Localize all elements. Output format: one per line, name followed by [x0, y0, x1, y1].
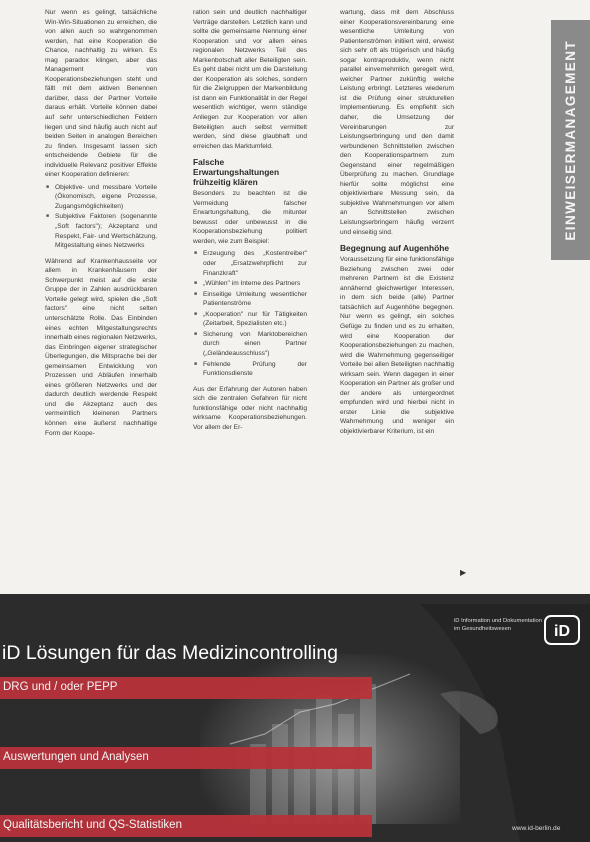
ad-item-auswertungen[interactable] — [0, 747, 372, 769]
list-item: ■ Fehlende Prüfung der Funktionsdienste — [203, 360, 307, 379]
list-item: ■ „Wühlen" im Interne des Partners — [203, 279, 307, 289]
paragraph: Aus der Erfahrung der Autoren haben sich die zentralen Gefahren für nicht funktionsfähige oder nicht nachhaltig wirksame Kooperationsbeziehungen. Vor allem der Er- — [193, 385, 307, 431]
paragraph: Voraussetzung für eine funktionsfähige Beziehung zwischen zwei oder mehreren Partnern ist die Existenz annähernd gleichwertiger Interessen, in dem sich beide (alle) Partner tatsächlich auf Augenhöhe begegnen. Nur wenn es gelingt, ein solches Gefüge zu finden und es zu erhalten, wird eine Kooperation der Kooperationsbeziehungen zu machen, wird die Wahrnehmung gegenseitiger Vorteile bei allen Beteiligten nachhaltig wirksam sein. Wenn dagegen in einer Kooperation ein Partner als großer und der andere als untergeordnet empfunden wird und hierbei nicht in erster Linie die subjektive Wahrnehmung und weniger ein objektivierbarer Kriterium, ist ein — [340, 256, 454, 435]
section-tab-label: EINWEISERMANAGEMENT — [563, 39, 578, 241]
list-item: ■ Einseitige Umleitung wesentlicher Patientenströme — [203, 290, 307, 309]
paragraph: Besonders zu beachten ist die Vermeidung falscher Erwartungshaltung, die mitunter bewusst oder unbewusst in die Kooperationsbeziehung politiert werden, wie zum Beispiel: — [193, 190, 307, 245]
ad-item-label: DRG und / oder PEPP — [3, 681, 118, 693]
ad-item-label: Qualitätsbericht und QS-Statistiken — [3, 819, 182, 831]
advertisement-banner[interactable] — [0, 594, 590, 842]
paragraph: Während auf Krankenhausseite vor allem in Krankenhäusern der Schwerpunkt meist auf die erste Gruppe der in Zahlen ausdrückbaren Vorteile gelegt wird, spielen die „Soft factors" eine nicht selten unterschätzte Rolle. Das Einbinden eines echten Mitgestaltungsrechts innerhalb eines regionalen Netzwerks, das Einbringen eigener strategischer Überlegungen, die Mitsprache bei der gemeinsamen Entwicklung von Prozessen und Abläufen innerhalb eines größeren Netzwerks und der dadurch deutlich werdende Respekt und die Akzeptanz auch des vermeintlich kleineren Partners können eine äußerst nachhaltige Form der Koope- — [45, 257, 157, 437]
paragraph: wartung, dass mit dem Abschluss einer Kooperationsvereinbarung eine wesentliche Umleitung von Patientenströmen initiiert wird, erweist sich sehr oft als trügerisch und häufig sogar kontraproduktiv, wenn nicht parallel einvernehmlich geregelt wird, welcher Partner zukünftig welche Leistung erbringt. Letzteres wiederum ist die Prüfung einer strukturellen Implementierung. Es empfiehlt sich daher, die Umsetzung der Vereinbarungen zur Leistungserbringung und den damit verbundenen Schnittstellen zwischen den Kooperationspartnern zum Gegenstand einer regelmäßigen Überprüfung zu machen. Grundlage hierfür sollte möglichst eine objektivierbare Messung sein, da subjektive Wahrnehmungen vor allem an Schnittstellen zwischen Leistungserbringern häufig verzerrt und einseitig sind. — [340, 9, 454, 236]
id-logo-icon — [544, 615, 580, 645]
list-item: ■ Sicherung von Marktobereichen durch einen Partner („Geländeausschluss") — [203, 330, 307, 359]
list-item: ■ „Kooperation" nur für Tätigkeiten (Zeitarbeit, Spezialisten etc.) — [203, 310, 307, 329]
paragraph: Nur wenn es gelingt, tatsächliche Win-Win-Situationen zu erreichen, die von allen auch so wahrgenommen werden, hat eine Kooperation die Chance, nachhaltig zu wirken. Es mag paradox klingen, aber das Management von Kooperationsbeziehungen steht und fällt mit dem aktiven Benennen darüber, dass der Partner Vorteile daraus erhält. Vorteile können dabei auf sehr unterschiedlichen Feldern liegen und sind häufig auch nicht auf beiden Seiten in analogen Bereichen zu finden. Insgesamt lassen sich entscheidende Gebiete für die individuelle Relevanz positiver Effekte einer Kooperation definieren: — [45, 9, 157, 179]
paragraph: ration sein und deutlich nachhaltiger Verträge darstellen. Letztlich kann und sollte die gemeinsame Nennung einer Kooperation und vor allem eines regionalen Netzwerks Teil des Markenbotschaft aller Beteiligten sein. Es geht dabei nicht um die Darstellung der Kooperation als solches, sondern für die Zielgruppen der Markenbildung ist dann ein Funktionalität in der Regel wesentlich wichtiger, wenn ständige Anliegen zur Kooperation vor allen Beteiligten auch selbst vermittelt werden, sind diese glaubhaft und erreichen das Marktumfeld. — [193, 9, 307, 150]
company-url[interactable]: www.id-berlin.de — [512, 825, 561, 832]
ad-item-qualitaetsbericht[interactable] — [0, 815, 372, 837]
article-column-2 — [193, 8, 307, 435]
continue-arrow-icon: ▶ — [460, 568, 467, 577]
ad-headline: iD Lösungen für das Medizincontrolling — [2, 642, 339, 664]
company-description: iD Information und Dokumentation im Gesundheitswesen — [454, 618, 542, 632]
list-item: ■ Objektive- und messbare Vorteile (Ökonomisch, eigene Prozesse, Zugangsmöglichkeiten) — [55, 183, 157, 212]
bullet-list — [193, 249, 307, 378]
bullet-list — [45, 183, 157, 251]
article-column-3 — [340, 8, 454, 440]
article-column-1 — [45, 8, 157, 441]
ad-item-label: Auswertungen und Analysen — [3, 751, 149, 763]
list-item: ■ Erzeugung des „Kostentreiber" oder „Ersatzwehrpflicht zur Finanzkraft" — [203, 249, 307, 278]
list-item: ■ Subjektive Faktoren (sogenannte „Soft factors"); Akzeptanz und Respekt, Fair- und Wertschätzung, Mitgestaltung eines Netzwerks — [55, 212, 157, 250]
svg-text:iD: iD — [554, 623, 570, 640]
section-side-tab — [551, 20, 590, 260]
section-heading: Falsche Erwartungshaltungen frühzeitig klären — [193, 157, 280, 188]
section-heading: Begegnung auf Augenhöhe — [340, 243, 450, 254]
ad-item-drg[interactable] — [0, 677, 372, 699]
